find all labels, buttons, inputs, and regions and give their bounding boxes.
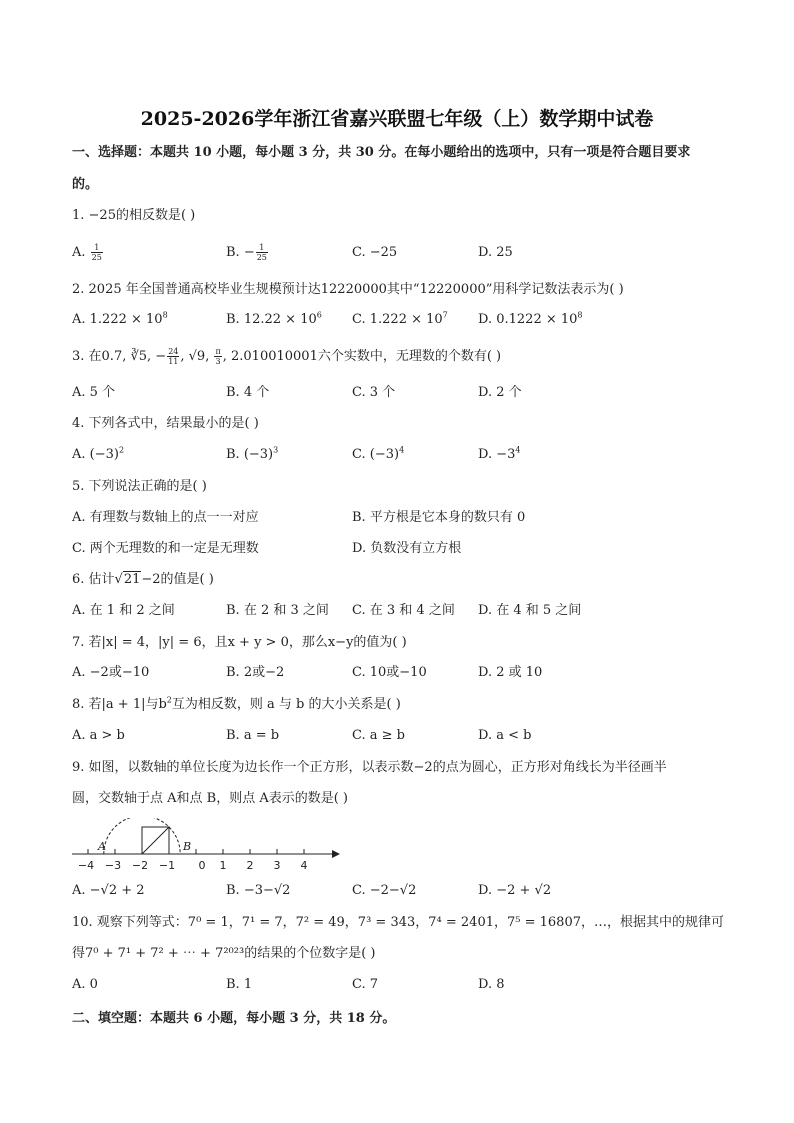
q7-option-d: D. 2 或 10 — [478, 665, 543, 680]
tick-labels — [78, 859, 308, 872]
q8-stem — [72, 696, 401, 714]
section1-header-line1: 一、选择题：本题共 10 小题，每小题 3 分，共 30 分。在每小题给出的选项中，只有一项是符合题目要求 — [72, 145, 691, 160]
q3-stem-part-c: , 2.010010001六个实数中，无理数的个数有( ) — [222, 349, 502, 364]
fraction-denominator: 3 — [215, 357, 221, 366]
q1-option-b — [226, 243, 269, 262]
q4-option-d-exponent: 4 — [515, 445, 521, 455]
radical-sign: √ — [114, 572, 123, 587]
q10-stem-line1: 10. 观察下列等式：7⁰ = 1，7¹ = 7，7² = 49，7³ = 343，7⁴ = 2401，7⁵ = 16807，…，根据其中的规律可 — [72, 915, 724, 930]
q3-fraction-2 — [214, 347, 221, 366]
tick-label: −4 — [77, 859, 95, 872]
q10-option-c: C. 7 — [352, 977, 379, 992]
q2-stem: 2. 2025 年全国普通高校毕业生规模预计达12220000其中“12220000”用科学记数法表示为( ) — [72, 282, 624, 297]
q1-option-a-fraction — [91, 243, 103, 262]
q6-radicand: 21 — [123, 572, 141, 587]
q2-option-d-exponent: 8 — [577, 310, 583, 320]
tick-label: 1 — [219, 859, 227, 872]
q2-option-d — [478, 311, 583, 329]
q2-option-c-base: C. 1.222 × 10 — [352, 312, 443, 327]
q1-option-a-label: A. — [72, 245, 90, 260]
point-b-label: B — [183, 840, 192, 853]
q2-option-c — [352, 311, 448, 329]
q4-option-a-base: A. (−3) — [72, 447, 119, 462]
fraction-denominator: 25 — [91, 253, 102, 262]
q9-stem-line2: 圆，交数轴于点 A和点 B，则点 A表示的数是( ) — [72, 791, 349, 806]
q7-option-b: B. 2或−2 — [226, 665, 285, 680]
section1-header-line2: 的。 — [72, 177, 99, 192]
fraction-numerator: 1 — [256, 243, 268, 253]
q4-option-b — [226, 446, 278, 464]
q7-stem: 7. 若|x| = 4，|y| = 6，且x + y > 0，那么x−y的值为( ) — [72, 635, 407, 650]
fraction-numerator: 1 — [91, 243, 103, 253]
q9-number-line-figure — [70, 818, 340, 874]
q4-option-c-base: C. (−3) — [352, 447, 400, 462]
q6-stem-part-b: −2的值是( ) — [141, 572, 214, 587]
q1-option-d: D. 25 — [478, 245, 513, 260]
q6-option-a: A. 在 1 和 2 之间 — [72, 603, 175, 618]
q8-option-d: D. a < b — [478, 728, 532, 743]
q3-stem-part-b: , √9, — [180, 349, 214, 364]
q5-option-a: A. 有理数与数轴上的点一一对应 — [72, 510, 259, 525]
q2-option-b — [226, 311, 322, 329]
tick-label: −2 — [131, 859, 149, 872]
q7-option-c: C. 10或−10 — [352, 665, 427, 680]
q4-option-c-exponent: 4 — [399, 445, 405, 455]
q5-option-c: C. 两个无理数的和一定是无理数 — [72, 541, 259, 556]
tick-label: 2 — [246, 859, 254, 872]
q8-option-b: B. a = b — [226, 728, 280, 743]
q9-option-a: A. −√2 + 2 — [72, 883, 145, 898]
tick-marks — [88, 849, 304, 854]
q4-option-a — [72, 446, 124, 464]
tick-label: 0 — [198, 859, 206, 872]
q1-stem: 1. −25的相反数是( ) — [72, 208, 196, 223]
q10-option-b: B. 1 — [226, 977, 253, 992]
q10-option-d: D. 8 — [478, 977, 505, 992]
q6-option-b: B. 在 2 和 3 之间 — [226, 603, 329, 618]
q2-option-d-base: D. 0.1222 × 10 — [478, 312, 578, 327]
q8-option-a: A. a > b — [72, 728, 125, 743]
page-title: 2025-2026学年浙江省嘉兴联盟七年级（上）数学期中试卷 — [140, 108, 654, 130]
q4-option-b-exponent: 3 — [273, 445, 279, 455]
axis-arrow-icon — [332, 850, 340, 858]
q1-option-c: C. −25 — [352, 245, 398, 260]
q4-stem: 4. 下列各式中，结果最小的是( ) — [72, 416, 259, 431]
q5-option-d: D. 负数没有立方根 — [352, 541, 462, 556]
q4-option-d-base: D. −3 — [478, 447, 516, 462]
q4-option-c — [352, 446, 404, 464]
q2-option-c-exponent: 7 — [442, 310, 448, 320]
q3-fraction-1 — [167, 347, 179, 366]
fraction-numerator: π — [215, 347, 221, 356]
q3-option-b: B. 4 个 — [226, 385, 270, 400]
q2-option-b-exponent: 6 — [316, 310, 322, 320]
q4-option-b-base: B. (−3) — [226, 447, 274, 462]
q9-option-d: D. −2 + √2 — [478, 883, 552, 898]
q6-stem — [72, 571, 214, 589]
q8-stem-part-b: 互为相反数，则 a 与 b 的大小关系是( ) — [171, 697, 401, 712]
tick-label: −1 — [158, 859, 176, 872]
tick-label: −3 — [104, 859, 122, 872]
q9-option-b: B. −3−√2 — [226, 883, 291, 898]
q10-option-a: A. 0 — [72, 977, 98, 992]
fraction-denominator: 11 — [168, 357, 179, 366]
fraction-numerator: 24 — [168, 347, 179, 356]
square-diagonal — [142, 827, 169, 854]
q7-option-a: A. −2或−10 — [72, 665, 150, 680]
q6-option-c: C. 在 3 和 4 之间 — [352, 603, 455, 618]
q5-stem: 5. 下列说法正确的是( ) — [72, 479, 207, 494]
q1-option-b-label: B. − — [226, 245, 255, 260]
q8-stem-exponent: 2 — [166, 695, 172, 705]
q3-option-c: C. 3 个 — [352, 385, 396, 400]
q3-stem-part-a: 3. 在0.7, ∛5, − — [72, 349, 167, 364]
q4-option-d — [478, 446, 520, 464]
q1-option-b-fraction — [256, 243, 268, 262]
q5-option-b: B. 平方根是它本身的数只有 0 — [352, 510, 526, 525]
q4-option-a-exponent: 2 — [118, 445, 125, 455]
tick-label: 4 — [300, 859, 308, 872]
tick-label: 3 — [273, 859, 281, 872]
q9-option-c: C. −2−√2 — [352, 883, 417, 898]
q2-option-a-exponent: 8 — [162, 310, 168, 320]
q9-stem-line1: 9. 如图，以数轴的单位长度为边长作一个正方形，以表示数−2的点为圆心，正方形对角线长为半径画半 — [72, 760, 667, 775]
point-a-label: A — [98, 840, 106, 853]
q2-option-a — [72, 311, 168, 329]
q1-option-a — [72, 243, 104, 262]
q8-stem-part-a: 8. 若|a + 1|与b — [72, 697, 167, 712]
section2-header: 二、填空题：本题共 6 小题，每小题 3 分，共 18 分。 — [72, 1011, 396, 1026]
q2-option-b-base: B. 12.22 × 10 — [226, 312, 317, 327]
q2-option-a-base: A. 1.222 × 10 — [72, 312, 163, 327]
q6-stem-part-a: 6. 估计 — [72, 572, 115, 587]
fraction-denominator: 25 — [256, 253, 267, 262]
q3-option-d: D. 2 个 — [478, 385, 522, 400]
q3-stem — [72, 347, 501, 366]
q10-stem-line2: 得7⁰ + 7¹ + 7² + ⋯ + 7²⁰²³的结果的个位数字是( ) — [72, 946, 376, 961]
q8-option-c: C. a ≥ b — [352, 728, 405, 743]
q3-option-a: A. 5 个 — [72, 385, 116, 400]
q6-option-d: D. 在 4 和 5 之间 — [478, 603, 582, 618]
